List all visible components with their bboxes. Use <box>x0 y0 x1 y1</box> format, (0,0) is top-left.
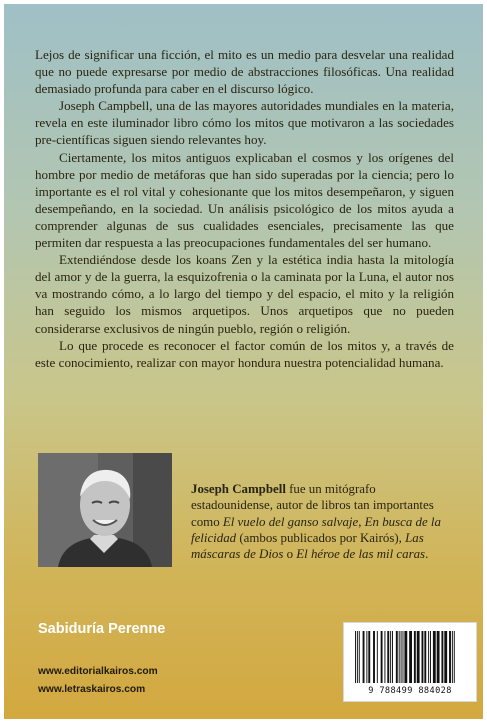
publisher-url-1: www.editorialkairos.com <box>38 666 158 677</box>
barcode-bar <box>430 631 431 683</box>
blurb-paragraph-1: Lejos de significar una ficción, el mito es un medio para desvelar una realidad que no puede expresarse por medio de abstracciones filosóficas. Una realidad demasiado profunda para caber en el discurso lógico. <box>35 47 454 97</box>
bio-separator-1: , <box>358 514 365 529</box>
barcode-bar <box>404 631 407 683</box>
author-photo <box>38 453 172 567</box>
book-title-2: En busca de la felicidad <box>191 514 441 545</box>
barcode-bar <box>355 631 356 683</box>
barcode-bar <box>392 631 393 683</box>
barcode-bar <box>403 631 404 683</box>
barcode-bar <box>384 631 385 683</box>
barcode-bar <box>444 631 447 683</box>
barcode-bar <box>401 631 402 683</box>
barcode-number: 9 788499 884028 <box>368 686 452 696</box>
book-title-1: El vuelo del ganso salvaje <box>222 514 359 529</box>
barcode-bar <box>396 631 398 683</box>
blurb-paragraph-5: Lo que procede es reconocer el factor común de los mitos y, a través de este conocimiento, realizar con mayor hondura nuestra potencialidad humana. <box>35 337 454 370</box>
barcode-bar <box>359 631 360 683</box>
bio-text-1: fue un mitógrafo estadounidense, autor de libros tan importantes como <box>191 482 434 529</box>
book-title-4: El héroe de las mil caras <box>296 547 426 562</box>
barcode-bar <box>390 631 391 683</box>
author-name: Joseph Campbell <box>191 482 286 496</box>
back-cover <box>4 4 483 719</box>
book-title-3: Las máscaras de Dios <box>191 530 424 562</box>
barcode-bar <box>433 631 436 683</box>
blurb-text <box>35 46 454 371</box>
barcode-bar <box>357 631 358 683</box>
barcode-bar <box>424 631 426 683</box>
barcode-bar <box>414 631 416 683</box>
bio-separator-2: o <box>283 547 297 562</box>
barcode-bar <box>377 631 378 683</box>
barcode-bar <box>441 631 443 683</box>
bio-end: . <box>425 547 429 562</box>
barcode-bars <box>353 631 467 683</box>
barcode <box>343 622 477 702</box>
barcode-bar <box>363 631 365 683</box>
barcode-bar <box>428 631 429 683</box>
barcode-bar <box>399 631 400 683</box>
publisher-url-2: www.letraskairos.com <box>38 684 146 695</box>
barcode-bar <box>417 631 420 683</box>
barcode-bar <box>422 631 424 683</box>
blurb-paragraph-2: Joseph Campbell, una de las mayores autoridades mundiales en la materia, revela en este iluminador libro cómo los mitos que motivaron a las sociedades pre-científicas siguen siendo relevantes hoy. <box>35 98 454 148</box>
barcode-bar <box>373 631 375 683</box>
barcode-bar <box>381 631 383 683</box>
barcode-bar <box>449 631 451 683</box>
blurb-paragraph-4: Extendiéndose desde los koans Zen y la estética india hasta la mitología del amor y de la guerra, la esquizofrenia o la caminata por la Luna, el autor nos va mostrando cómo, a lo largo del tiempo y del espacio, el mito y la religión han seguido los mismos arquetipos. Unos arquetipos que no pueden considerarse exclusivos de ningún pueblo, región o religión. <box>35 252 454 336</box>
series-name: Sabiduría Perenne <box>38 621 166 637</box>
blurb-paragraph-3: Ciertamente, los mitos antiguos explicaban el cosmos y los orígenes del hombre por medio de metáforas que han sido superadas por la ciencia; pero lo importante es el rol vital y cohesionante que los mitos desempeñaron, y siguen desempeñando, en la sociedad. Un análisis psicológico de los mitos ayuda a comprender algunas de sus cualidades esenciales, precisamente las que permiten dar respuesta a las preocupaciones fundamentales del ser humano. <box>35 149 454 251</box>
bio-text-2: (ambos publicados por Kairós), <box>236 530 406 545</box>
barcode-bar <box>387 631 389 683</box>
barcode-bar <box>368 631 370 683</box>
author-bio <box>191 481 451 562</box>
barcode-bar <box>454 631 455 683</box>
barcode-bar <box>366 631 367 683</box>
barcode-bar <box>452 631 453 683</box>
author-portrait-illustration <box>38 453 172 567</box>
barcode-bar <box>437 631 440 683</box>
barcode-bar <box>409 631 412 683</box>
